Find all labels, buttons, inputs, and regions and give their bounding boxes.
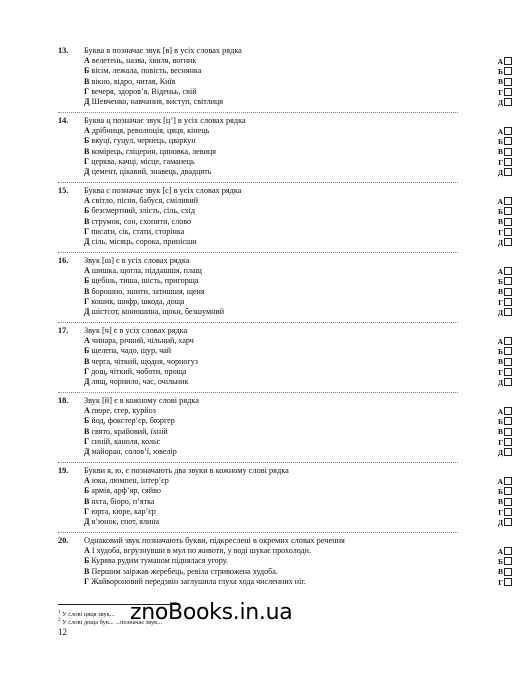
question-separator [58,182,458,183]
answer-checkbox[interactable] [504,498,512,506]
answer-option [58,556,458,566]
answer-checkbox[interactable] [504,88,512,96]
answer-text: яхта, біоро, п’ятка [91,496,155,506]
answer-box-letter: Д [497,237,503,247]
answer-option [58,567,458,577]
answer-box-row [495,77,512,87]
answer-checkbox[interactable] [504,137,512,145]
answer-box-letter: Г [498,297,503,307]
question-separator [58,392,458,393]
question-text: Буква ц позначає звук [ц’] в усіх словах рядка [84,116,246,125]
answer-box-letter: А [497,546,503,556]
answer-box-letter: В [497,217,503,227]
question-header [58,326,458,336]
answer-letter: В [84,496,90,506]
answer-option [58,546,458,556]
answer-box-letter: А [497,56,503,66]
answer-letter: В [84,356,90,366]
answer-box-letter: Д [497,307,503,317]
answer-letter: Д [84,377,90,387]
answer-text: дощ, чіткий, чоботи, проща [91,366,187,376]
answer-box-letter: А [497,126,503,136]
answer-text: синій, каноля, кольє [91,436,161,446]
answer-text: сіль, місяць, сорока, принісши [91,237,197,247]
answer-letter: А [84,266,90,275]
answer-text: лящ, чорнило, час, очільник [91,377,189,387]
answer-text: Шевченко, навчання, виступ, світлиця [91,97,224,107]
answer-checkbox[interactable] [504,197,512,205]
answer-text: струмок, сон, схопити, слово [91,216,192,226]
answer-letter: Г [84,86,90,96]
answer-box-row [495,577,512,587]
answer-checkbox[interactable] [504,568,512,576]
answer-letter: А [84,546,90,555]
answer-box-letter: А [497,266,503,276]
answer-checkbox[interactable] [504,298,512,306]
answer-letter: Б [84,416,90,426]
answer-letter: В [84,286,90,296]
answer-option [58,406,458,416]
answer-boxes [495,406,512,457]
question-number: 19. [58,466,69,475]
answer-letter: Б [84,486,90,496]
answer-text: вкуці, гуцул, чернець, цвіркун [91,136,196,146]
answer-checkbox[interactable] [504,98,512,106]
answer-box-row [495,196,512,206]
answer-box-row [495,377,512,387]
answer-text: пюре, єгер, курйоз [91,406,156,415]
answer-box-letter: А [497,406,503,416]
answer-boxes [495,336,512,387]
answer-box-letter: Б [498,276,503,286]
answer-option [58,357,458,367]
answer-box-letter: Б [498,206,503,216]
answer-box-row [495,367,512,377]
answer-box-letter: Г [498,157,503,167]
answer-text: щебінь, тиша, шість, пригорща [91,276,199,286]
question-text: Буква с позначає звук [с] в усіх словах рядка [84,186,242,195]
answer-option [58,77,458,87]
answer-box-letter: Г [498,87,503,97]
answer-text: свято, крайовий, їхній [91,426,168,436]
answer-checkbox[interactable] [504,57,512,65]
answer-option [58,517,458,527]
answer-text: йод, фокстер’єр, бюргер [91,416,175,426]
question-separator [58,252,458,253]
answer-box-letter: В [497,77,503,87]
answer-checkbox[interactable] [504,448,512,456]
question-separator [58,322,458,323]
question-number: 18. [58,396,69,405]
answer-option [58,427,458,437]
answer-option [58,276,458,286]
question-text: Звук [ч] є в усіх словах рядка [84,326,188,335]
answer-box-letter: В [497,497,503,507]
answer-checkbox[interactable] [504,557,512,565]
answer-box-row [495,406,512,416]
answer-letter: А [84,406,90,415]
answer-option [58,476,458,486]
answer-box-letter: Г [498,227,503,237]
question-text: Буква в позначає звук [в] в усіх словах рядка [84,46,242,55]
answer-box-letter: Б [498,486,503,496]
answer-box-row [495,276,512,286]
answer-letter: Б [84,206,90,216]
answer-option [58,416,458,426]
answer-box-letter: Б [498,66,503,76]
answer-box-row [495,97,512,107]
answer-boxes [495,546,512,587]
answer-text: церква, качці, місце, гаманець [91,156,195,166]
answer-box-letter: Д [497,377,503,387]
answer-box-row [495,517,512,527]
question-header [58,466,458,476]
answer-box-letter: Г [498,577,503,587]
answer-option [58,167,458,177]
answer-text: безсмертний, злість, сіль, схід [91,206,195,216]
answer-option [58,266,458,276]
answer-box-row [495,287,512,297]
answer-checkbox[interactable] [504,218,512,226]
answer-text: юрта, кюре, кар’єр [91,506,156,516]
answer-box-row [495,266,512,276]
question-header [58,116,458,126]
answer-text: І худоба, вгрузнувши в мул по животи, у воді шукає прохолоди. [91,546,312,555]
answer-checkbox[interactable] [504,207,512,215]
answer-option [58,577,458,587]
question-separator [58,462,458,463]
question-16 [58,256,503,317]
answer-checkbox[interactable] [504,288,512,296]
answer-box-row [495,87,512,97]
question-separator [58,112,458,113]
answer-option [58,367,458,377]
question-number: 13. [58,46,69,55]
answer-option [58,66,458,76]
answer-option [58,346,458,356]
question-separator [58,532,458,533]
answer-box-letter: Д [497,167,503,177]
answer-letter: Б [84,556,90,566]
answer-text: армія, арф’яр, сяйво [91,486,161,496]
answer-text: писати, сік, стати, сторінка [91,226,185,236]
answer-option [58,297,458,307]
answer-box-row [495,346,512,356]
answer-text: чинара, річний, чільний, харч [91,336,194,345]
answer-box-row [495,546,512,556]
footnote-1-text: У слові цяця звук... [62,611,115,619]
answer-letter: Г [84,296,90,306]
answer-option [58,217,458,227]
answer-letter: Б [84,136,90,146]
answer-text: черга, чіткий, щодня, чорногуз [91,356,198,366]
answer-boxes [495,196,512,247]
answer-checkbox[interactable] [504,358,512,366]
answer-box-row [495,476,512,486]
answer-box-letter: Б [498,416,503,426]
question-header [58,256,458,266]
answer-letter: А [84,476,90,485]
question-text: Звук [ш] є в усіх словах рядка [84,256,190,265]
answer-checkbox[interactable] [504,407,512,415]
answer-box-row [495,227,512,237]
answer-letter: Д [84,307,90,317]
answer-box-row [495,556,512,566]
answer-option [58,97,458,107]
answer-option [58,377,458,387]
answer-letter: А [84,56,90,65]
question-17 [58,326,503,387]
answer-text: велетень, назва, хвиля, вогник [91,56,197,65]
answer-letter: Д [84,97,90,107]
answer-box-row [495,307,512,317]
answer-checkbox[interactable] [504,168,512,176]
answer-checkbox[interactable] [504,337,512,345]
answer-checkbox[interactable] [504,347,512,355]
answer-letter: В [84,566,90,576]
question-19 [58,466,503,527]
answer-box-row [495,206,512,216]
question-number: 17. [58,326,69,335]
question-header [58,46,458,56]
answer-checkbox[interactable] [504,428,512,436]
answer-text: шишка, щогла, піддашшя, плащ [91,266,202,275]
answer-option [58,206,458,216]
answer-checkbox[interactable] [504,438,512,446]
question-13 [58,46,503,107]
answer-letter: Д [84,237,90,247]
answer-box-letter: Б [498,136,503,146]
answer-letter: Г [84,226,90,236]
answer-boxes [495,56,512,107]
question-text: Букви я, ю, є позначають два звуки в кожному слові рядка [84,466,289,475]
answer-letter: Д [84,167,90,177]
answer-option [58,237,458,247]
question-15 [58,186,503,247]
answer-checkbox[interactable] [504,368,512,376]
answer-checkbox[interactable] [504,148,512,156]
question-header [58,186,458,196]
answer-letter: А [84,196,90,205]
answer-box-row [495,237,512,247]
page-number: 12 [58,627,67,637]
answer-option [58,87,458,97]
answer-boxes [495,476,512,527]
answer-text: світло, пісня, бабуся, сміливий [91,196,199,205]
answer-option [58,336,458,346]
answer-box-letter: В [497,287,503,297]
answer-checkbox[interactable] [504,67,512,75]
answer-option [58,437,458,447]
answer-box-row [495,437,512,447]
answer-letter: Б [84,276,90,286]
question-header [58,396,458,406]
answer-box-letter: Г [498,437,503,447]
answer-text: Жайвороновий передзвін заглушила глуха хода численних ніг. [91,576,306,586]
watermark: znoBooks.in.ua [130,600,293,625]
answer-box-row [495,157,512,167]
answer-box-letter: Д [497,447,503,457]
answer-letter: Б [84,346,90,356]
answer-letter: В [84,426,90,436]
answer-checkbox[interactable] [504,78,512,86]
answer-box-row [495,427,512,437]
answer-checkbox[interactable] [504,277,512,285]
footnote-2-text: У слові доща бук... ...позначає звук... [62,619,163,627]
answer-text: вісім, лежала, повість, веснянка [91,66,202,76]
answer-text: вечеря, здоров’я, Віденьь, свій [91,86,197,96]
answer-option [58,287,458,297]
answer-text: Першим заіржав жеребець, ревіла стривожена худоба. [91,566,278,576]
answer-text: комірець, гліцерин, циновка, левиця [91,146,216,156]
answer-letter: Г [84,506,90,516]
answer-option [58,307,458,317]
answer-box-letter: В [497,427,503,437]
answer-box-letter: Б [498,346,503,356]
answer-text: юка, люмпен, інтер’єр [91,476,169,485]
answer-box-letter: А [497,476,503,486]
answer-text: дрібниця, революція, цяця, кінець [91,126,210,135]
answer-checkbox[interactable] [504,228,512,236]
question-number: 16. [58,256,69,265]
answer-letter: В [84,216,90,226]
answer-checkbox[interactable] [504,158,512,166]
question-number: 14. [58,116,69,125]
answer-checkbox[interactable] [504,127,512,135]
answer-box-row [495,507,512,517]
answer-option [58,126,458,136]
answer-box-letter: Г [498,367,503,377]
answer-box-row [495,567,512,577]
question-text: Однаковий звук позначають букви, підкреслені в окремих словах речення [84,536,345,545]
answer-box-letter: А [497,336,503,346]
answer-box-row [495,217,512,227]
question-text: Звук [й] є в кожному слові рядка [84,396,199,405]
question-20 [58,536,503,587]
answer-box-row [495,497,512,507]
answer-box-row [495,56,512,66]
answer-option [58,157,458,167]
answer-boxes [495,266,512,317]
answer-letter: Г [84,436,90,446]
answer-box-row [495,167,512,177]
answer-option [58,497,458,507]
answer-letter: Г [84,576,90,586]
answer-option [58,147,458,157]
answer-box-row [495,357,512,367]
answer-checkbox[interactable] [504,508,512,516]
answer-checkbox[interactable] [504,578,512,586]
question-number: 20. [58,536,69,545]
answer-box-letter: Д [497,97,503,107]
answer-checkbox[interactable] [504,267,512,275]
answer-box-letter: В [497,357,503,367]
answer-option [58,447,458,457]
answer-option [58,136,458,146]
answer-letter: В [84,146,90,156]
answer-text: цемент, цікавий, знавець, двадцять [91,167,212,177]
answer-text: борошно, зшити, затишшя, щеня [91,286,205,296]
answer-option [58,196,458,206]
answer-box-letter: В [497,567,503,577]
answer-letter: А [84,126,90,135]
answer-checkbox[interactable] [504,547,512,555]
answer-letter: А [84,336,90,345]
answer-text: щелепа, чадо, щур, чай [91,346,172,356]
answer-text: в’юнок, єнот, ялина [91,517,160,527]
answer-checkbox[interactable] [504,378,512,386]
answer-letter: Д [84,517,90,527]
question-18 [58,396,503,457]
answer-letter: В [84,76,90,86]
answer-box-letter: Г [498,507,503,517]
answer-letter: Г [84,366,90,376]
answer-box-letter: В [497,147,503,157]
footnote-1-marker: 1 [58,610,61,615]
answer-box-row [495,126,512,136]
answer-checkbox[interactable] [504,238,512,246]
answer-box-row [495,447,512,457]
answer-option [58,507,458,517]
question-14 [58,116,503,177]
answer-box-row [495,66,512,76]
answer-text: майоран, солов’ї, ювелір [91,447,177,457]
answer-checkbox[interactable] [504,477,512,485]
answer-box-row [495,336,512,346]
answer-box-row [495,147,512,157]
answer-checkbox[interactable] [504,487,512,495]
answer-box-letter: Д [497,517,503,527]
answer-boxes [495,126,512,177]
footnote-2-marker: 2 [58,618,61,623]
question-number: 15. [58,186,69,195]
answer-box-row [495,136,512,146]
answer-letter: Д [84,447,90,457]
answer-option [58,486,458,496]
answer-text: шістсот, конюшина, щоки, безшумний [91,307,225,317]
answer-text: кошик, шифр, шкода, доща [91,296,185,306]
answer-checkbox[interactable] [504,417,512,425]
answer-box-letter: Б [498,556,503,566]
answer-box-letter: А [497,196,503,206]
question-header [58,536,458,546]
answer-option [58,56,458,66]
answer-box-row [495,416,512,426]
answer-checkbox[interactable] [504,308,512,316]
answer-letter: Б [84,66,90,76]
answer-option [58,227,458,237]
answer-box-row [495,297,512,307]
answer-box-row [495,486,512,496]
answer-letter: Г [84,156,90,166]
answer-text: вікно, відро, читав, Київ [91,76,176,86]
answer-text: Курява рудим туманом піднялася угору. [91,556,228,566]
answer-checkbox[interactable] [504,518,512,526]
